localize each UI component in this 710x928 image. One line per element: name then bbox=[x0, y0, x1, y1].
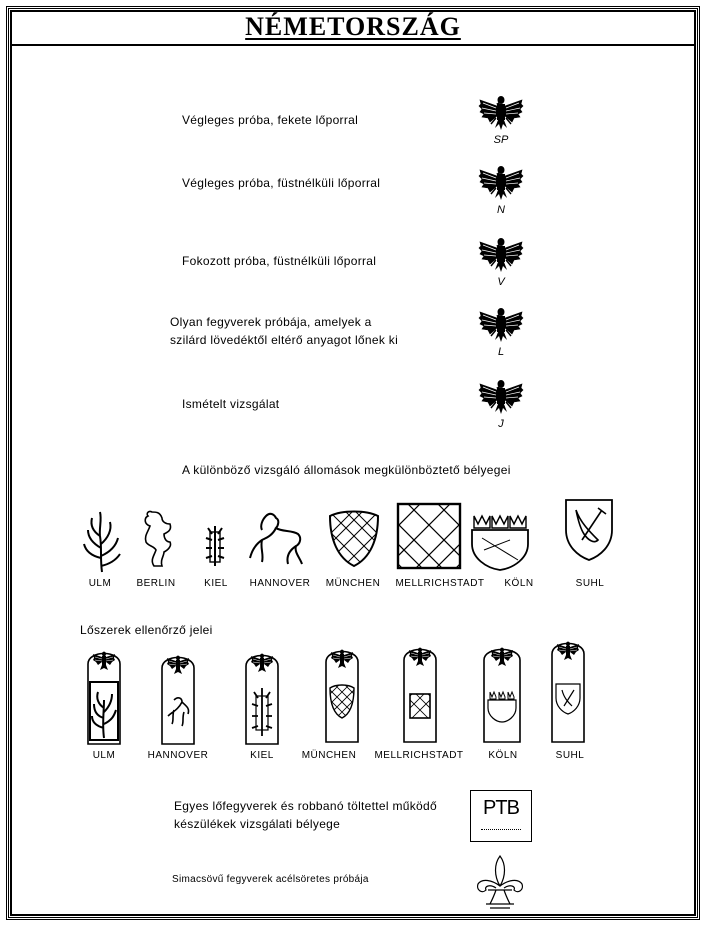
ulm-antler-icon bbox=[80, 508, 124, 574]
ammo-mark-ulm bbox=[86, 646, 122, 746]
ammo-label-suhl: SUHL bbox=[555, 750, 585, 761]
station-label-koln: KÖLN bbox=[504, 578, 534, 589]
ptb-text-line1: Egyes lőfegyverek és robbanó töltettel működő bbox=[174, 799, 437, 813]
eagle-mark-l bbox=[478, 306, 524, 360]
ammo-mark-mellrichstadt bbox=[402, 642, 438, 744]
page-title: NÉMETORSZÁG bbox=[245, 12, 461, 41]
mark-letter-j: J bbox=[498, 418, 504, 430]
proof-text-n: Végleges próba, füstnélküli lőporral bbox=[182, 176, 381, 190]
station-label-suhl: SUHL bbox=[575, 578, 605, 589]
station-label-ulm: ULM bbox=[88, 578, 112, 589]
eagle-mark-v bbox=[478, 236, 524, 290]
ammo-mark-kiel bbox=[244, 648, 280, 746]
proof-text-l-line1: Olyan fegyverek próbája, amelyek a bbox=[170, 315, 372, 329]
proof-text-sp: Végleges próba, fekete lőporral bbox=[182, 113, 359, 127]
ammo-label-ulm: ULM bbox=[92, 750, 116, 761]
ammo-label-mellrichstadt: MELLRICHSTADT bbox=[374, 750, 464, 761]
eagle-icon bbox=[478, 94, 524, 138]
eagle-mark-sp bbox=[478, 94, 524, 148]
mark-letter-sp: SP bbox=[493, 134, 509, 146]
ammo-mark-munchen bbox=[324, 644, 360, 744]
munchen-shield-icon bbox=[326, 508, 382, 568]
ammo-mark-suhl bbox=[550, 636, 586, 744]
station-label-mellrichstadt: MELLRICHSTADT bbox=[395, 578, 485, 589]
ammo-mark-koln bbox=[482, 642, 522, 744]
station-label-munchen: MÜNCHEN bbox=[325, 578, 381, 589]
eagle-icon bbox=[478, 164, 524, 208]
kiel-nettle-icon bbox=[202, 524, 228, 568]
mark-letter-v: V bbox=[497, 276, 505, 288]
eagle-icon bbox=[478, 236, 524, 280]
mark-letter-n: N bbox=[497, 204, 505, 216]
hannover-horse-icon bbox=[246, 510, 306, 572]
ptb-underline bbox=[481, 829, 521, 830]
eagle-mark-j bbox=[478, 378, 524, 432]
ammo-mark-hannover bbox=[160, 650, 196, 746]
proof-text-l-line2: szilárd lövedéktől eltérő anyagot lőnek ki bbox=[170, 333, 399, 347]
eagle-icon bbox=[478, 378, 524, 422]
station-label-hannover: HANNOVER bbox=[249, 578, 311, 589]
eagle-mark-n bbox=[478, 164, 524, 218]
ptb-logo: PTB bbox=[483, 797, 519, 819]
title-bar bbox=[10, 10, 696, 46]
proof-text-j: Ismételt vizsgálat bbox=[182, 397, 280, 411]
fleur-de-lis-icon bbox=[472, 852, 528, 910]
proof-text-v: Fokozott próba, füstnélküli lőporral bbox=[182, 254, 377, 268]
suhl-shield-icon bbox=[564, 496, 614, 562]
ammo-label-munchen: MÜNCHEN bbox=[301, 750, 357, 761]
station-label-kiel: KIEL bbox=[204, 578, 228, 589]
station-label-berlin: BERLIN bbox=[136, 578, 176, 589]
shotgun-text: Simacsövű fegyverek acélsöretes próbája bbox=[172, 874, 369, 885]
berlin-bear-icon bbox=[138, 506, 178, 572]
ammo-heading: Lőszerek ellenőrző jelei bbox=[80, 623, 213, 637]
koln-crowns-icon bbox=[470, 510, 530, 572]
ptb-text-line2: készülékek vizsgálati bélyege bbox=[174, 817, 341, 831]
ptb-stamp bbox=[470, 790, 532, 842]
stations-heading: A különböző vizsgáló állomások megkülönböztető bélyegei bbox=[182, 463, 511, 477]
mellrichstadt-diamond-icon bbox=[396, 502, 462, 570]
ammo-label-hannover: HANNOVER bbox=[147, 750, 209, 761]
eagle-icon bbox=[478, 306, 524, 350]
ammo-label-koln: KÖLN bbox=[488, 750, 518, 761]
ammo-label-kiel: KIEL bbox=[250, 750, 274, 761]
mark-letter-l: L bbox=[497, 346, 505, 358]
